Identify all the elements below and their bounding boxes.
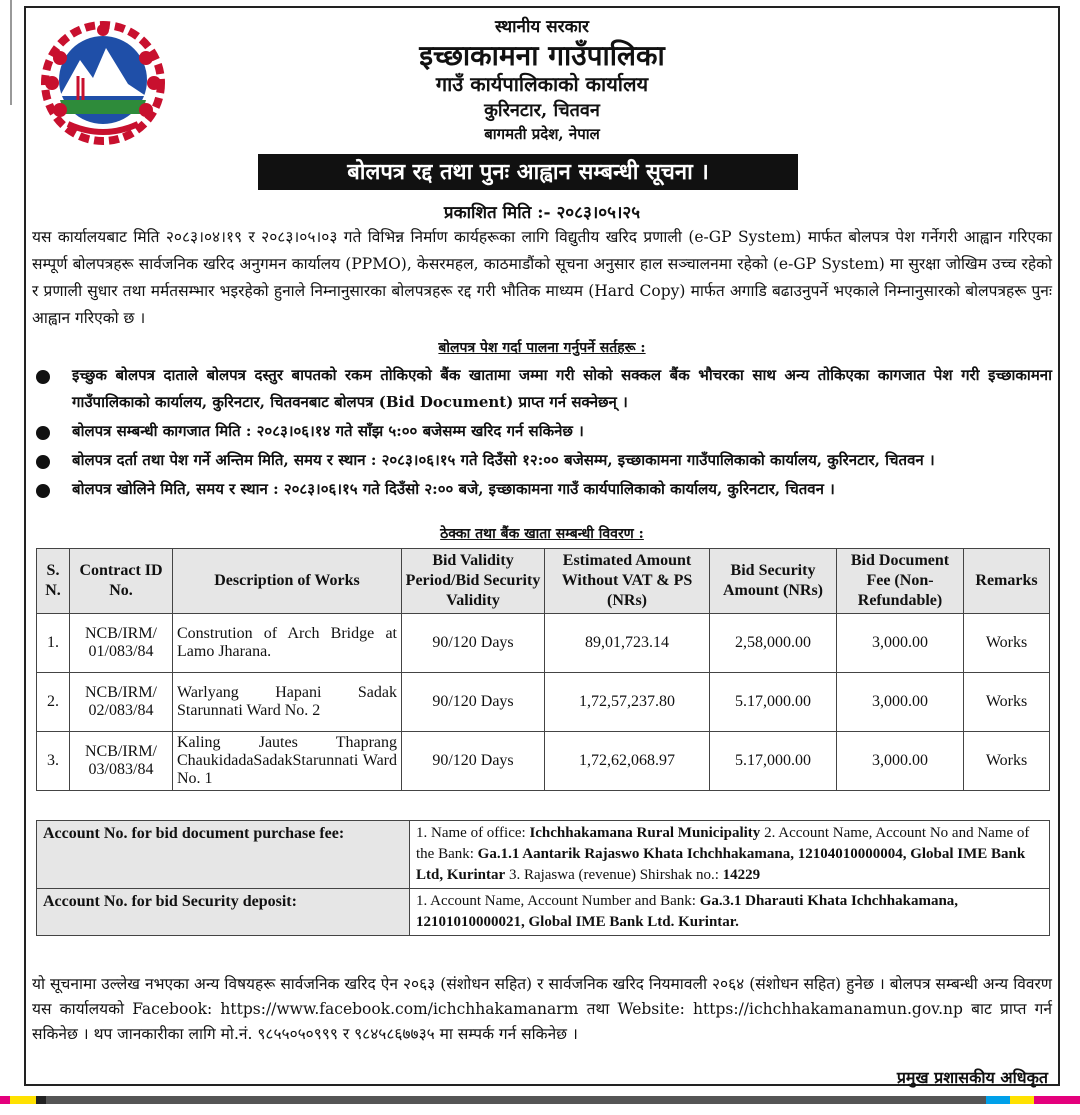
intro-paragraph: यस कार्यालयबाट मिति २०८३।०४।१९ र २०८३।०५।०३ गते विभिन्न निर्माण कार्यहरूका लागि विद्युतीय खरिद प्रणाली (e-GP System) मार्फत बोलपत्र पेश गर्नेगरी आह्वान गरिएका सम्पूर्ण बोलपत्रहरू सार्वजनिक खरिद अनुगमन कार्यालय (PPMO), केसरमहल, काठमाडौंको सूचना अनुसार हाल सञ्चालनमा रहेको (e-GP System) मा सुरक्षा जोखिम उच्च रहेको र प्रणाली सुधार तथा मर्मतसम्भार भइरहेको हुनाले निम्नानुसारका बोलपत्रहरू रद्द गरी भौतिक माध्यम (Hard Copy) मार्फत अगाडि बढाउनुपर्ने भएकाले निम्नानुसारको बोलपत्रहरू पुनः आह्वान गरिएको छ । (32, 228, 1052, 327)
conditions-list (32, 362, 1052, 505)
conditions-heading: बोलपत्र पेश गर्दा पालना गर्नुपर्ने सर्तहरू : (438, 340, 646, 356)
print-color-bar (0, 1096, 1080, 1104)
purchase-fee-details: 1. Name of office: Ichchhakamana Rural Municipality 2. Account Name, Account No and Name of the Bank: Ga.1.1 Aantarik Rajaswo Khata Ichchhakamana, 12104010000004, Global IME Bank Ltd, Kurintar 3. Rajaswa (revenue) Shirshak no.: 14229 (410, 821, 1050, 889)
table-header-row (37, 549, 1050, 614)
col-bid-security: Bid Security Amount (NRs) (710, 549, 837, 614)
table-row: 1. NCB/IRM/ 01/083/84 Constrution of Arch Bridge at Lamo Jharana. 90/120 Days 89,01,723.14 2,58,000.00 3,000.00 Works (37, 614, 1050, 673)
bullet-icon (36, 426, 50, 440)
security-deposit-label: Account No. for bid Security deposit: (37, 889, 410, 936)
col-estimated-amount: Estimated Amount Without VAT & PS (NRs) (545, 549, 710, 614)
notice-title: बोलपत्र रद्द तथा पुनः आह्वान सम्बन्धी सूचना । (258, 154, 798, 190)
office-name: गाउँ कार्यपालिकाको कार्यालय (435, 72, 649, 96)
col-doc-fee: Bid Document Fee (Non-Refundable) (837, 549, 964, 614)
col-validity: Bid Validity Period/Bid Security Validity (402, 549, 545, 614)
signature-title: प्रमुख प्रशासकीय अधिकृत (896, 1068, 1048, 1087)
office-location: कुरिनटार, चितवन (484, 100, 600, 121)
list-item: बोलपत्र खोलिने मिति, समय र स्थान : २०८३।०६।१५ गते दिउँसो २:०० बजे, इच्छाकामना गाउँ कार्यपालिकाको कार्यालय, कुरिनटार, चितवन । (32, 476, 1052, 503)
header-line-1: स्थानीय सरकार (494, 17, 589, 37)
table-heading: ठेक्का तथा बैंक खाता सम्बन्धी विवरण : (440, 526, 644, 542)
col-sn: S. N. (37, 549, 70, 614)
bullet-icon (36, 455, 50, 469)
footer-paragraph: यो सूचनामा उल्लेख नभएका अन्य विषयहरू सार्वजनिक खरिद ऐन २०६३ (संशोधन सहित) र सार्वजनिक खरिद नियमावली २०६४ (संशोधन सहित) हुनेछ । बोलपत्र सम्बन्धी अन्य विवरण यस कार्यालयको Facebook: https://www.facebook.com/ichchhakamanarm तथा Website: https://ichchhakamanamun.gov.np बाट प्राप्त गर्न सकिनेछ । थप जानकारीका लागि मो.नं. ९८५५०५०९९९ र ९८४५८६७७३५ मा सम्पर्क गर्न सकिनेछ । (32, 975, 1052, 1043)
list-item: इच्छुक बोलपत्र दाताले बोलपत्र दस्तुर बापतको रकम तोकिएको बैंक खातामा जम्मा गरी सोको सक्कल बैंक भौचरका साथ अन्य तोकिएका कागजात पेश गरी इच्छाकामना गाउँपालिकाको कार्यालय, कुरिनटार, चितवनबाट बोलपत्र (Bid Document) प्राप्त गर्न सक्नेछन् । (32, 362, 1052, 416)
table-row: 3. NCB/IRM/ 03/083/84 Kaling Jautes Thaprang ChaukidadaSadakStarunnati Ward No. 1 90/120 Days 1,72,62,068.97 5.17,000.00 3,000.00 Works (37, 732, 1050, 791)
list-item: बोलपत्र सम्बन्धी कागजात मिति : २०८३।०६।१४ गते साँझ ५:०० बजेसम्म खरिद गर्न सकिनेछ । (32, 418, 1052, 445)
account-row-purchase (37, 821, 1050, 889)
published-date: प्रकाशित मिति :- २०८३।०५।२५ (443, 203, 641, 223)
works-table (36, 548, 1050, 791)
col-remarks: Remarks (964, 549, 1050, 614)
purchase-fee-label: Account No. for bid document purchase fee: (37, 821, 410, 889)
municipality-name: इच्छाकामना गाउँपालिका (419, 39, 665, 72)
province-country: बागमती प्रदेश, नेपाल (484, 125, 600, 143)
col-description: Description of Works (173, 549, 402, 614)
security-deposit-details: 1. Account Name, Account Number and Bank: Ga.3.1 Dharauti Khata Ichchhakamana, 12101010000021, Global IME Bank Ltd. Kurintar. (410, 889, 1050, 936)
notice-page (24, 6, 1060, 1086)
account-table (36, 820, 1050, 936)
left-edge-line (0, 0, 12, 105)
table-row: 2. NCB/IRM/ 02/083/84 Warlyang Hapani Sadak Starunnati Ward No. 2 90/120 Days 1,72,57,237.80 5.17,000.00 3,000.00 Works (37, 673, 1050, 732)
account-row-security (37, 889, 1050, 936)
list-item: बोलपत्र दर्ता तथा पेश गर्ने अन्तिम मिति, समय र स्थान : २०८३।०६।१५ गते दिउँसो १२:०० बजेसम्म, इच्छाकामना गाउँपालिकाको कार्यालय, कुरिनटार, चितवन । (32, 447, 1052, 474)
col-contract-id: Contract ID No. (70, 549, 173, 614)
bullet-icon (36, 484, 50, 498)
bullet-icon (36, 370, 50, 384)
